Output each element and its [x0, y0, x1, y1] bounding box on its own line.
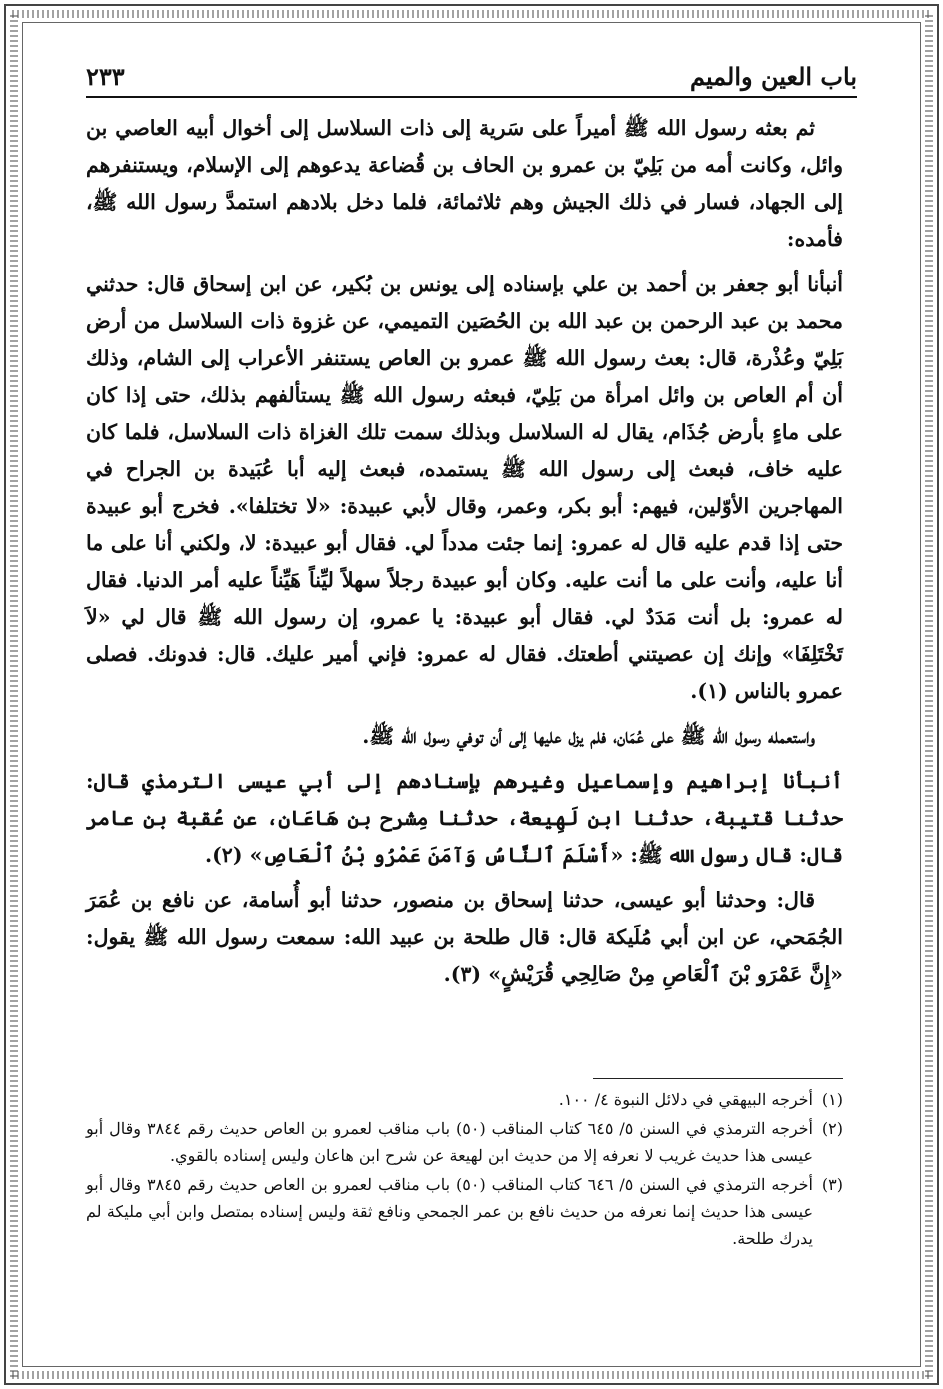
running-header: [86, 62, 857, 92]
chapter-title: باب العين والميم: [689, 62, 857, 91]
footnote-text: أخرجه الترمذي في السنن ٥/ ٦٤٦ كتاب المناقب (٥٠) باب مناقب لعمرو بن العاص حديث رقم ٣٨٤٥ وقال أبو عيسى هذا حديث إنما نعرفه من حديث نافع بن عمر الجمحي ونافع ثقة وليس إسناده بمتصل وابن أبي مليكة لم يدرك طلحة.: [86, 1175, 813, 1248]
footnote-2: [86, 1115, 843, 1169]
decorative-border-top: [12, 10, 931, 18]
footnotes: [86, 1086, 843, 1254]
paragraph-2: أنبأنا أبو جعفر بن أحمد بن علي بإسناده إلى يونس بن بُكير، عن ابن إسحاق قال: حدثني محمد بن عبد الرحمن بن عبد الله بن الحُصَين التميمي، عن غزوة ذات السلاسل من أرض بَلِيّ وعُذْرة، قال: بعث رسول الله ﷺ عمرو بن العاص يستنفر الأعراب إلى الشام، وذلك أن أم العاص بن وائل امرأة من بَلِيّ، فبعثه رسول الله ﷺ يستألفهم بذلك، حتى إذا كان على ماءٍ بأرض جُذَام، يقال له السلاسل وبذلك سمت تلك الغزاة ذات السلاسل، فلما كان عليه خاف، فبعث إلى رسول الله ﷺ يستمده، فبعث إليه أبا عُبَيدة بن الجراح في المهاجرين الأوّلين، فيهم: أبو بكر، وعمر، وقال لأبي عبيدة: «لا تختلفا». فخرج أبو عبيدة حتى إذا قدم عليه قال له عمرو: إنما جئت مدداً لي. فقال أبو عبيدة: لا، ولكني أنا على ما أنا عليه، وأنت على ما أنت عليه. وكان أبو عبيدة رجلاً سهلاً ليِّناً هَيِّناً عليه أمر الدنيا. فقال له عمرو: بل أنت مَدَدٌ لي. فقال أبو عبيدة: يا عمرو، إن رسول الله ﷺ قال لي «لاَ تَخْتَلِفَا» وإنك إن عصيتني أطعتك. فقال له عمرو: فإني أمير عليك. قال: فدونك. فصلى عمرو بالناس (١).: [86, 272, 843, 703]
paragraph-4: أنبأنا إبراهيم وإسماعيل وغيرهم بإسنادهم إلى أبي عيسى الترمذي قال: حدثنا قتيبة، حدثنا ابن لَهِيعة، حدثنا مِشرح بن هَاعَان، عن عُقبة بن عامر قال: قال رسول الله ﷺ: «أَسْلَمَ ٱلنَّاسُ وَآمَنَ عَمْرُو بْنُ ٱلْعَاصِ» (٢).: [86, 769, 843, 867]
paragraph-3: واستعمله رسول الله ﷺ على عُمَان، فلم يزل عليها إلى أن توفي رسول الله ﷺ.: [362, 724, 815, 748]
footnote-number: (٢): [821, 1119, 843, 1138]
paragraph-1: ثم بعثه رسول الله ﷺ أميراً على سَرية إلى ذات السلاسل إلى أخوال أبيه العاصي بن وائل، وكانت أمه من بَلِيّ بن عمرو بن الحاف بن قُضاعة يدعوهم إلى الإسلام، ويستنفرهم إلى الجهاد، فسار في ذلك الجيش وهم ثلاثمائة، فلما دخل بلادهم استمدَّ رسول الله ﷺ، فأمده:: [86, 116, 843, 251]
footnote-3: [86, 1171, 843, 1252]
footnote-number: (٣): [821, 1175, 843, 1194]
footnote-text: أخرجه البيهقي في دلائل النبوة ٤/ ١٠٠.: [558, 1090, 813, 1109]
decorative-border-bottom: [12, 1371, 931, 1379]
main-text: [86, 110, 843, 1001]
footnote-text: أخرجه الترمذي في السنن ٥/ ٦٤٥ كتاب المناقب (٥٠) باب مناقب لعمرو بن العاص حديث رقم ٣٨٤٤ وقال أبو عيسى هذا حديث غريب لا نعرفه إلا من حديث ابن لهيعة عن شرح ابن هاعان وليس إسناده بالقوي.: [86, 1119, 813, 1165]
decorative-border-left: [10, 12, 18, 1377]
paragraph-5: قال: وحدثنا أبو عيسى، حدثنا إسحاق بن منصور، حدثنا أبو أُسامة، عن نافع بن عُمَرَ الجُمَحي، عن ابن أبي مُلَيكة قال: قال طلحة بن عبيد الله: سمعت رسول الله ﷺ يقول: «إِنَّ عَمْرَو بْنَ ٱلْعَاصِ مِنْ صَالِحِي قُرَيْشٍ» (٣).: [86, 888, 843, 986]
decorative-border-right: [925, 12, 933, 1377]
page-number: ٢٣٣: [86, 62, 125, 91]
header-rule: [86, 96, 857, 98]
footnote-1: [86, 1086, 843, 1113]
footnote-separator: [593, 1078, 843, 1079]
footnote-number: (١): [821, 1090, 843, 1109]
